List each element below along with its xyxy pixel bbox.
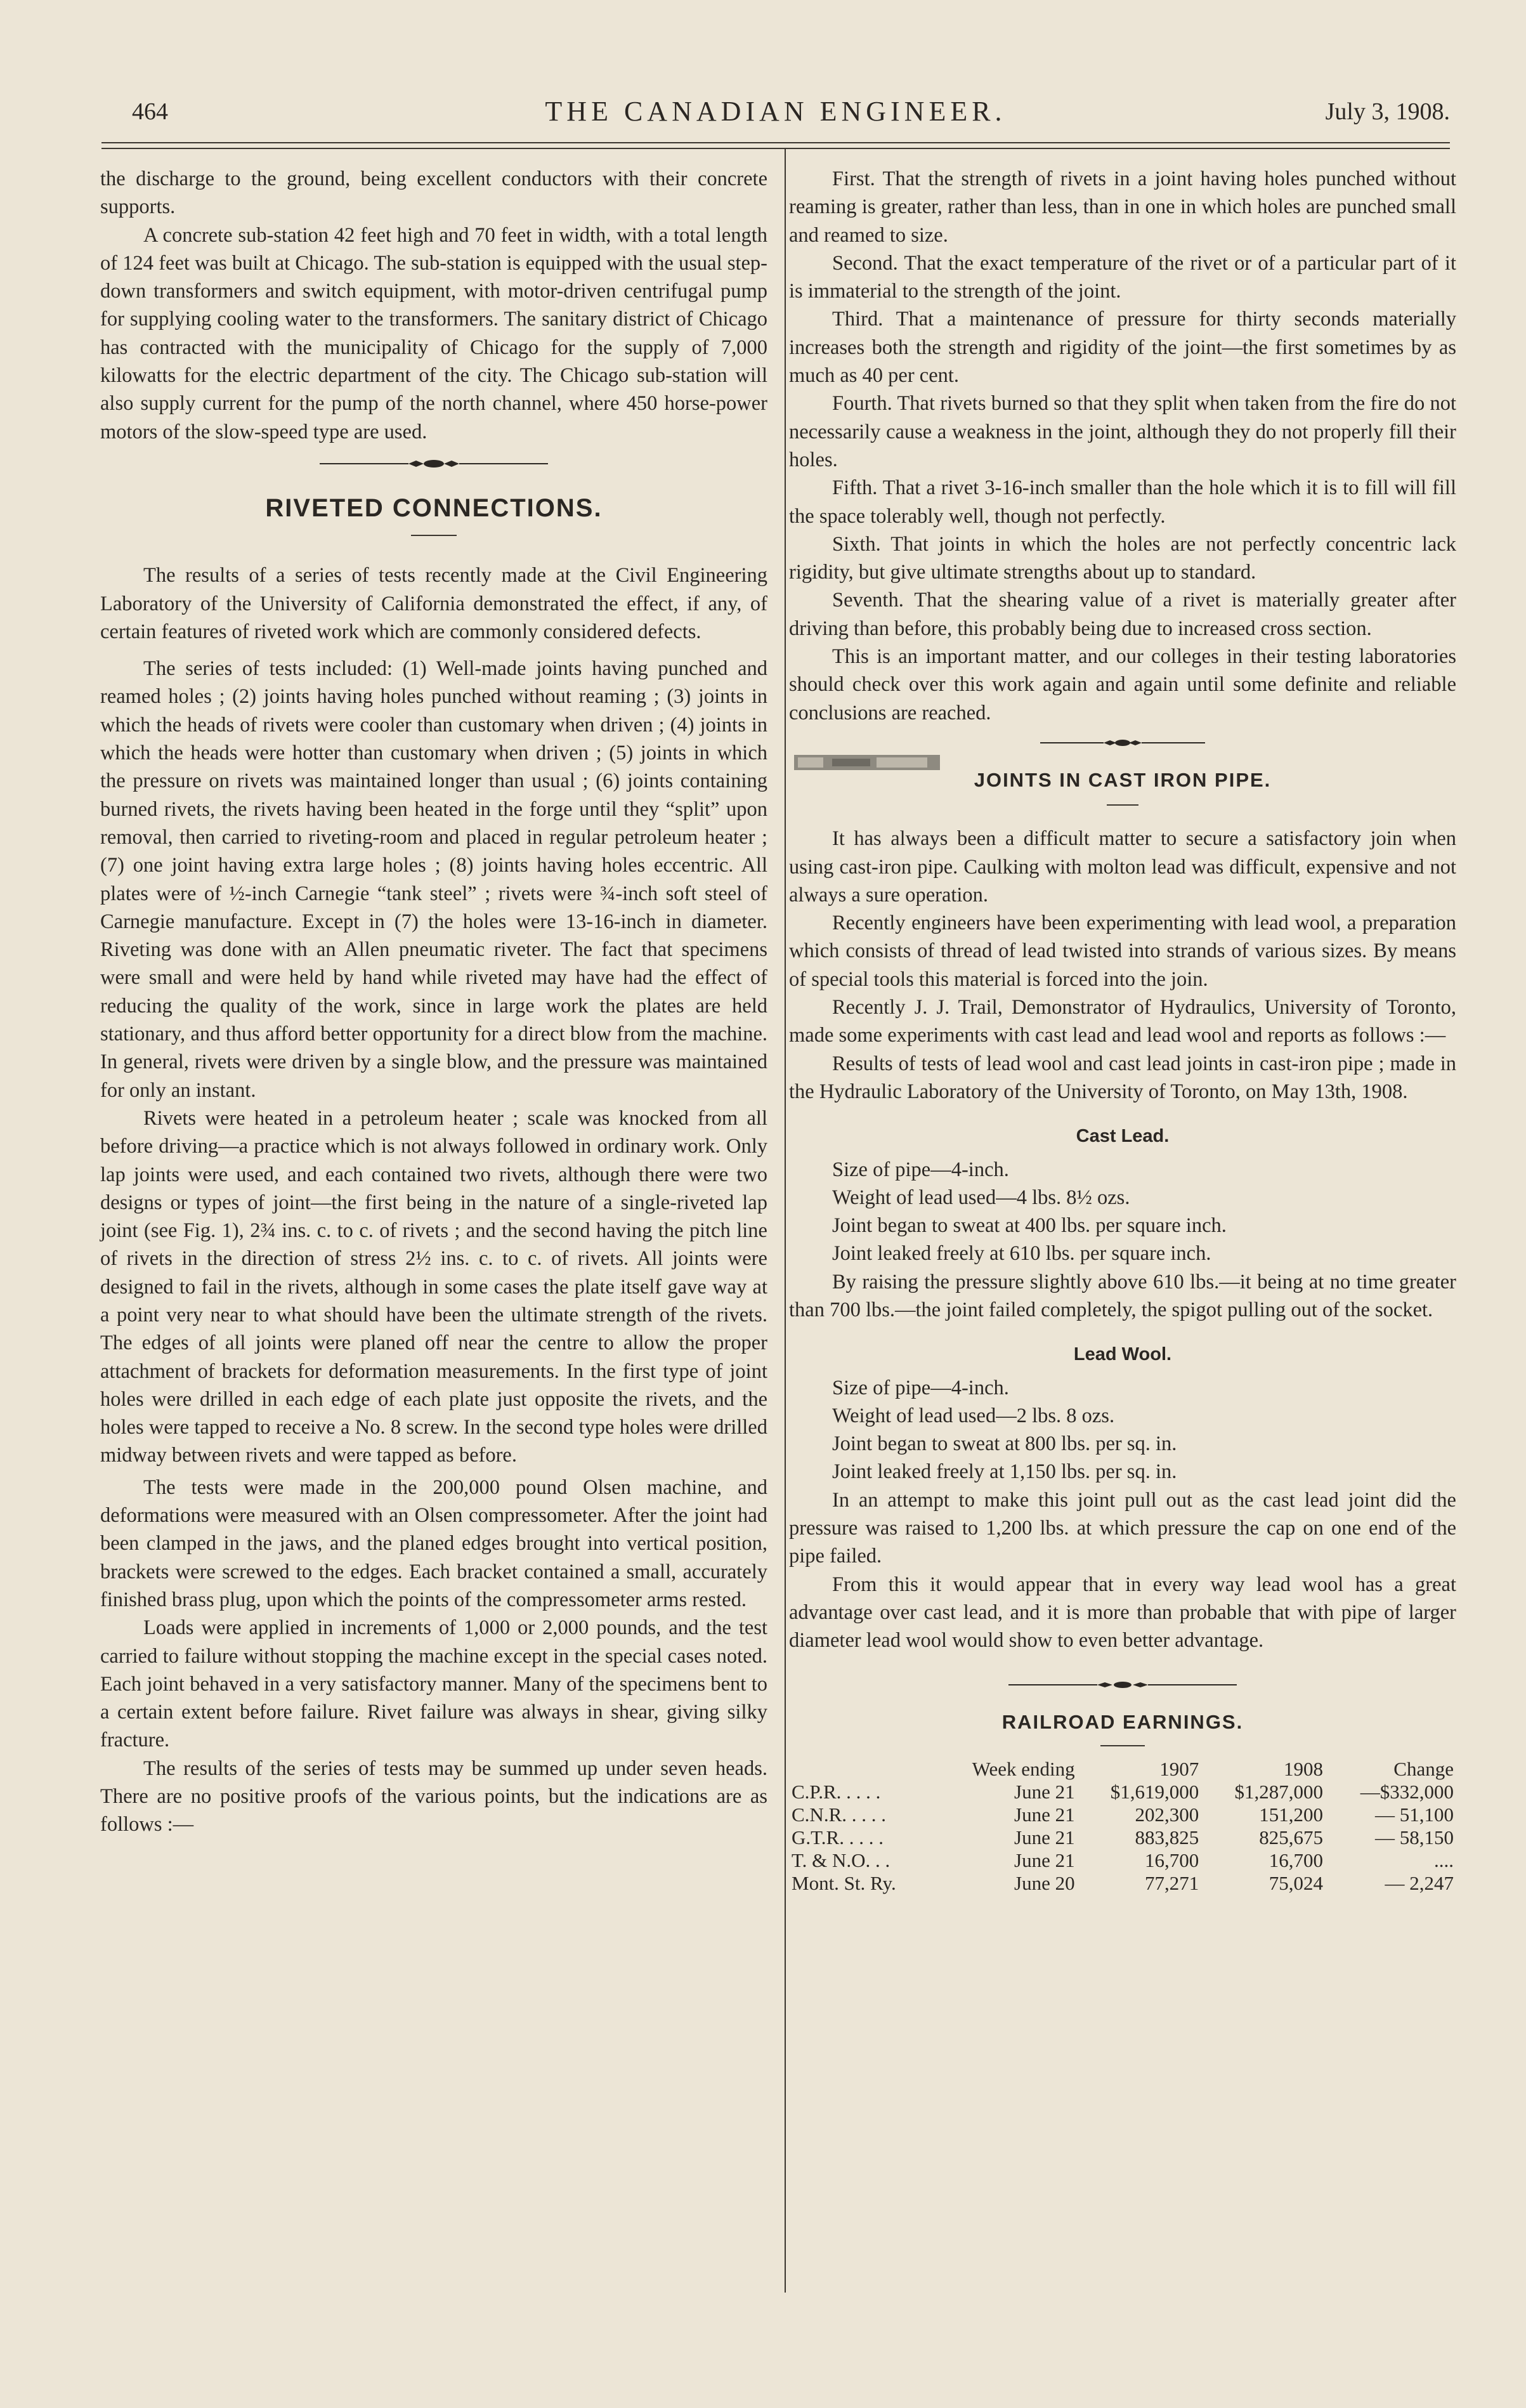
finding-third: Third. That a maintenance of pressure for thirty seconds materially increases both the strength and rigidity of the joint—the first sometimes by as much as 40 per cent. (789, 308, 1456, 388)
week-cell: June 21 (1014, 1803, 1075, 1826)
spec-line: Joint began to sweat at 800 lbs. per sq. in. (832, 1432, 1177, 1456)
title-rule (411, 535, 457, 536)
spec-line: Size of pipe—4-inch. (832, 1376, 1009, 1399)
article-title-riveted: RIVETED CONNECTIONS. (265, 494, 603, 522)
paragraph: It has always been a difficult matter to secure a satisfactory join when using cast-iron pipe. Caulking with molton lead was difficult, expensive and not always a sure operation. (789, 827, 1456, 906)
week-cell: June 21 (1014, 1826, 1075, 1849)
paragraph: The series of tests included: (1) Well-made joints having punched and reamed holes ; (2) joints having holes punched without reaming ; (3) joints in which the heads of rivets were cooler than customary when driven ; (4) joints in which the heads were hotter than customary when driven ; (5) joints in which the pressure on rivets was maintained longer than usual ; (6) joints containing burned rivets, the rivets having been heated in the forge until they “split” upon removal, then carried to riveting-room and placed in regular petroleum heater ; (7) one joint having extra large holes ; (8) joints having holes eccentric. All plates were of ½-inch Carnegie “tank steel” ; rivets were ¾-inch soft steel of Carnegie manufacture. Except in (7) the holes were 13-16-inch in diameter. Riveting was done with an Allen pneumatic riveter. The fact that specimens were small and were held by hand while riveted may have had the effect of reducing the quality of the work, since in large work the plates are held stationary, and thus afford better opportunity for a direct blow from the machine. In general, rivets were driven by a single blow, and the pressure was maintained for only an instant. (100, 657, 767, 1102)
article-title-joints: JOINTS IN CAST IRON PIPE. (974, 768, 1272, 791)
table-row (789, 1826, 1456, 1849)
section-ornament (100, 459, 767, 469)
issue-date: July 3, 1908. (1325, 98, 1450, 125)
railroad-cell: Mont. St. Ry. (792, 1871, 896, 1894)
joints-heading-block (789, 766, 1456, 794)
subheading-lead-wool: Lead Wool. (1073, 1344, 1172, 1365)
finding-second: Second. That the exact temperature of the rivet or of a particular part of it is immaterial to the strength of the joint. (789, 251, 1456, 303)
earnings-table (789, 1758, 1456, 1895)
railroad-cell: C.N.R. . . . . (792, 1803, 886, 1826)
spec-line: Weight of lead used—2 lbs. 8 ozs. (832, 1404, 1115, 1427)
spec-line: Weight of lead used—4 lbs. 8½ ozs. (832, 1186, 1130, 1209)
railroad-cell: C.P.R. . . . . (792, 1780, 881, 1803)
column-header: Change (1393, 1757, 1454, 1780)
spec-line: Joint leaked freely at 1,150 lbs. per sq. in. (832, 1460, 1177, 1484)
paragraph: A concrete sub-station 42 feet high and 70 feet in width, with a total length of 124 feet was built at Chicago. The sub-station is equipped with the usual step-down transformers and switch equipment, with motor-driven centrifugal pump for supplying cooling water to the transformers. The sanitary district of Chicago has contracted with the municipality of Chicago for the supply of 7,000 kilowatts for the electric department of the city. The Chicago sub-station will also supply current for the pump of the north channel, where 450 horse-power motors of the slow-speed type are used. (100, 223, 767, 443)
section-ornament (789, 1680, 1456, 1689)
table-header-row (789, 1758, 1456, 1781)
change-cell: —$332,000 (1360, 1780, 1454, 1803)
railroad-cell: T. & N.O. . . (792, 1849, 890, 1871)
column-header: 1907 (1159, 1757, 1199, 1780)
spec-line: Joint leaked freely at 610 lbs. per square inch. (832, 1242, 1211, 1266)
paragraph: In an attempt to make this joint pull out as the cast lead joint did the pressure was raised to 1,200 lbs. at which pressure the cap on one end of the pipe failed. (789, 1488, 1456, 1568)
magazine-title: THE CANADIAN ENGINEER. (545, 96, 1007, 127)
column-header (789, 1758, 934, 1781)
value-1907-cell: 16,700 (1145, 1849, 1199, 1871)
table-row (789, 1803, 1456, 1826)
railroad-cell: G.T.R. . . . . (792, 1826, 884, 1849)
change-cell: — 58,150 (1375, 1826, 1454, 1849)
column-divider (785, 148, 786, 2293)
article-title-earnings: RAILROAD EARNINGS. (1001, 1710, 1244, 1733)
week-cell: June 20 (1014, 1871, 1075, 1894)
value-1908-cell: 825,675 (1259, 1826, 1323, 1849)
finding-first: First. That the strength of rivets in a joint having holes punched without reaming is greater, rather than less, than in one in which holes are punched small and reamed to size. (789, 167, 1456, 247)
finding-sixth: Sixth. That joints in which the holes are not perfectly concentric lack rigidity, but give ultimate strengths about up to standard. (789, 532, 1456, 584)
subheading-cast-lead: Cast Lead. (1076, 1126, 1170, 1147)
title-rule (1107, 804, 1138, 806)
paragraph: Loads were applied in increments of 1,000 or 2,000 pounds, and the test carried to failure without stopping the machine except in the special cases noted. Each joint behaved in a very satisfactory manner. Many of the specimens bent to a certain extent before failure. Rivet failure was always in shear, giving silky fracture. (100, 1616, 767, 1752)
page-number: 464 (132, 98, 168, 125)
paragraph: The tests were made in the 200,000 pound Olsen machine, and deformations were measured with an Olsen compressometer. After the joint had been clamped in the jaws, and the planed edges brought into vertical position, brackets were screwed to the edges. Each bracket contained a small, accurately finished brass plug, upon which the points of the compressometer arms rested. (100, 1476, 767, 1611)
continued-paragraph: the discharge to the ground, being excellent conductors with their concrete supports. (100, 167, 767, 219)
column-header: 1908 (1284, 1757, 1323, 1780)
section-ornament (789, 738, 1456, 747)
value-1907-cell: 77,271 (1145, 1871, 1199, 1894)
paragraph: Results of tests of lead wool and cast lead joints in cast-iron pipe ; made in the Hydraulic Laboratory of the University of Toronto, on May 13th, 1908. (789, 1052, 1456, 1103)
left-column (100, 165, 767, 1839)
paragraph: The results of the series of tests may be summed up under seven heads. There are no positive proofs of the various points, but the indications are as follows :— (100, 1757, 767, 1836)
value-1908-cell: $1,287,000 (1234, 1780, 1323, 1803)
week-cell: June 21 (1014, 1780, 1075, 1803)
stamp-ornament-icon (794, 751, 940, 773)
change-cell: — 51,100 (1375, 1803, 1454, 1826)
spec-line: Size of pipe—4-inch. (832, 1158, 1009, 1181)
finding-seventh: Seventh. That the shearing value of a rivet is materially greater after driving than before, this probably being due to increased cross section. (789, 589, 1456, 640)
table-row (789, 1849, 1456, 1872)
change-cell: — 2,247 (1385, 1871, 1454, 1894)
value-1907-cell: 883,825 (1135, 1826, 1199, 1849)
conclusion-paragraph: This is an important matter, and our colleges in their testing laboratories should check over this work again and again until some definite and reliable conclusions are reached. (789, 645, 1456, 724)
header-double-rule (101, 142, 1450, 149)
spec-line: Joint began to sweat at 400 lbs. per square inch. (832, 1214, 1227, 1238)
paragraph: Recently J. J. Trail, Demonstrator of Hydraulics, University of Toronto, made some experiments with cast lead and lead wool and reports as follows :— (789, 996, 1456, 1047)
paragraph: From this it would appear that in every way lead wool has a great advantage over cast lead, and it is more than probable that with pipe of larger diameter lead wool would show to even better advantage. (789, 1573, 1456, 1652)
finding-fifth: Fifth. That a rivet 3-16-inch smaller than the hole which it is to fill will fill the space tolerably well, though not perfectly. (789, 476, 1456, 528)
value-1908-cell: 16,700 (1268, 1849, 1323, 1871)
paragraph: The results of a series of tests recently made at the Civil Engineering Laboratory of the University of California demonstrated the effect, if any, of certain features of riveted work which are commonly considered defects. (100, 564, 767, 643)
right-column (789, 165, 1456, 1895)
value-1908-cell: 75,024 (1268, 1871, 1323, 1894)
week-cell: June 21 (1014, 1849, 1075, 1871)
value-1907-cell: 202,300 (1135, 1803, 1199, 1826)
page-header (101, 95, 1450, 140)
paragraph: By raising the pressure slightly above 610 lbs.—it being at no time greater than 700 lbs.—the joint failed completely, the spigot pulling out of the socket. (789, 1270, 1456, 1321)
value-1907-cell: $1,619,000 (1110, 1780, 1199, 1803)
change-cell: .... (1434, 1849, 1454, 1871)
value-1908-cell: 151,200 (1259, 1803, 1323, 1826)
paragraph: Rivets were heated in a petroleum heater ; scale was knocked from all before driving—a practice which is not always followed in ordinary work. Only lap joints were used, and each contained two rivets, although there were two designs or types of joint—the first being in the nature of a single-riveted lap joint (see Fig. 1), 2¾ ins. c. to c. of rivets ; and the second having the pitch line of rivets in the direction of stress 2½ ins. c. to c. of rivets. All joints were designed to fail in the rivets, although in some cases the plate itself gave way at a point very near to what should have been the ultimate strength of the rivets. The edges of all joints were planed off near the centre to allow the proper attachment of brackets for deformation measurements. In the first type of joint holes were drilled in each edge of each plate just opposite the rivets, and the holes were tapped to receive a No. 8 screw. In the second type holes were drilled midway between rivets and were tapped as before. (100, 1106, 767, 1467)
finding-fourth: Fourth. That rivets burned so that they split when taken from the fire do not necessarily cause a weakness in the joint, although they do not properly fill their holes. (789, 392, 1456, 471)
table-row (789, 1781, 1456, 1803)
title-rule (1100, 1745, 1145, 1746)
table-row (789, 1872, 1456, 1895)
paragraph: Recently engineers have been experimenting with lead wool, a preparation which consists of thread of lead twisted into strands of various sizes. By means of special tools this material is forced into the join. (789, 912, 1456, 991)
column-header: Week ending (972, 1757, 1075, 1780)
